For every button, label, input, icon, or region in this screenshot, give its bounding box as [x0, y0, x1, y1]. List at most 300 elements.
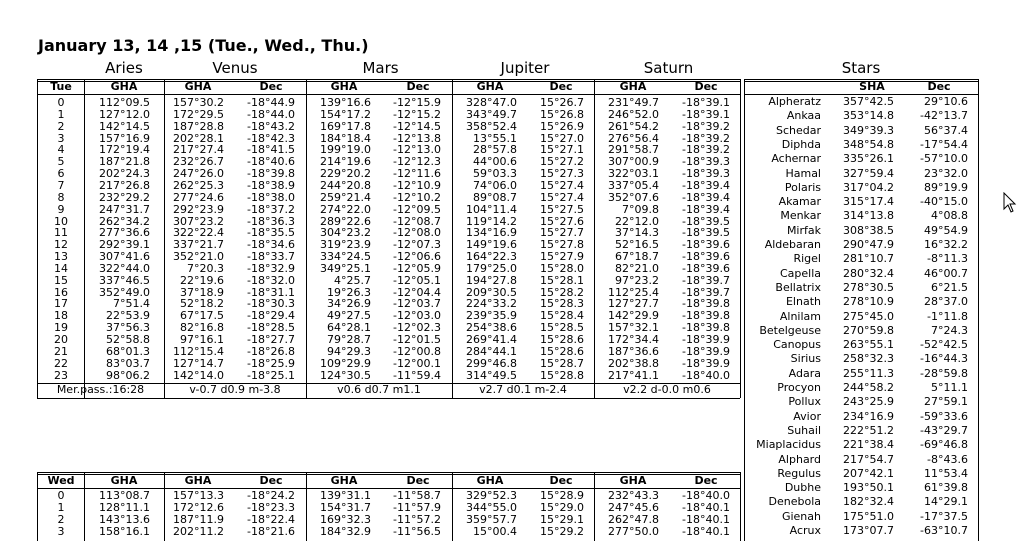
value-cell: 52°58.8: [106, 333, 150, 346]
value-cell: 37°56.3: [106, 321, 150, 335]
star-dec: 29°10.6: [924, 95, 968, 108]
value-cell: 187°11.9: [173, 512, 224, 526]
value-cell: 322°22.4: [173, 226, 224, 240]
value-cell: 82°16.8: [180, 321, 224, 335]
star-name: Alphard: [778, 452, 821, 466]
value-cell: -18°43.2: [247, 119, 295, 133]
hour-cell: 6: [57, 167, 65, 181]
column-header: Dec: [549, 80, 573, 93]
column-header: GHA: [476, 80, 504, 93]
star-dec: 23°32.0: [924, 166, 968, 180]
column-header: GHA: [619, 80, 647, 93]
value-cell: 202°38.8: [608, 356, 659, 370]
value-cell: -18°39.4: [682, 178, 730, 192]
star-name: Akamar: [778, 195, 821, 209]
value-cell: -18°38.9: [247, 178, 295, 192]
value-cell: -18°39.9: [682, 344, 730, 358]
value-cell: 15°27.5: [540, 202, 584, 216]
value-cell: -18°39.8: [682, 321, 730, 335]
star-sha: 280°32.4: [843, 266, 894, 280]
value-cell: 229°20.2: [320, 167, 371, 181]
value-cell: 277°24.6: [173, 190, 224, 204]
column-header: Dec: [694, 80, 718, 93]
value-cell: 358°52.4: [466, 119, 517, 133]
column-header: GHA: [110, 474, 138, 487]
value-cell: 232°29.2: [99, 190, 150, 204]
star-dec: -42°13.7: [920, 109, 968, 123]
star-sha: 222°51.2: [843, 423, 894, 437]
star-name: Polaris: [784, 180, 821, 194]
value-cell: 128°11.1: [99, 500, 150, 514]
star-name: Schedar: [775, 123, 821, 137]
value-cell: 319°23.9: [320, 238, 371, 252]
value-cell: 184°32.9: [320, 524, 371, 538]
value-cell: -12°02.3: [393, 321, 441, 335]
hour-cell: 11: [54, 226, 68, 240]
value-cell: 79°28.7: [327, 333, 371, 346]
value-cell: -11°57.2: [393, 512, 441, 526]
value-cell: 15°27.8: [540, 238, 584, 252]
value-cell: 314°49.5: [466, 368, 517, 382]
column-header: Dec: [406, 474, 430, 487]
vdm-values: v0.6 d0.7 m1.1: [337, 383, 421, 397]
value-cell: -11°57.9: [393, 500, 441, 514]
value-cell: 109°29.9: [320, 356, 371, 370]
value-cell: -18°40.0: [682, 368, 730, 382]
star-dec: 28°37.0: [924, 295, 968, 309]
star-sha: 173°07.7: [843, 524, 894, 537]
star-sha: 207°42.1: [843, 466, 894, 480]
value-cell: -18°40.6: [247, 155, 295, 169]
value-cell: 262°47.8: [608, 512, 659, 526]
column-header: Dec: [927, 80, 951, 93]
value-cell: 139°16.6: [320, 96, 371, 109]
value-cell: -18°39.2: [682, 143, 730, 157]
value-cell: 307°41.6: [99, 250, 150, 264]
value-cell: 209°30.5: [466, 285, 517, 299]
star-dec: -17°54.4: [920, 137, 968, 151]
value-cell: -18°39.9: [682, 333, 730, 346]
value-cell: 112°09.5: [99, 96, 150, 109]
value-cell: -18°30.3: [247, 297, 295, 311]
hour-cell: 9: [57, 202, 65, 216]
hour-cell: 13: [54, 250, 68, 264]
star-dec: 5°11.1: [931, 381, 968, 394]
value-cell: -18°41.5: [247, 143, 295, 157]
star-sha: 327°59.4: [843, 166, 894, 180]
value-cell: 343°49.7: [466, 107, 517, 121]
value-cell: -18°39.6: [682, 261, 730, 275]
value-cell: 254°38.6: [466, 321, 517, 335]
value-cell: 307°00.9: [608, 155, 659, 169]
value-cell: 134°16.9: [466, 226, 517, 240]
value-cell: 127°27.7: [608, 297, 659, 311]
star-dec: -63°10.7: [920, 524, 968, 537]
value-cell: 15°26.9: [540, 119, 584, 133]
value-cell: -12°05.9: [393, 261, 441, 275]
star-name: Hamal: [785, 166, 821, 180]
value-cell: 19°26.3: [327, 285, 371, 299]
star-name: Adara: [788, 366, 821, 380]
value-cell: -18°39.1: [682, 107, 730, 121]
star-name: Diphda: [781, 137, 821, 151]
value-cell: 94°29.3: [327, 344, 371, 358]
value-cell: -18°22.4: [247, 512, 295, 526]
value-cell: 262°34.2: [99, 214, 150, 228]
column-header: GHA: [476, 474, 504, 487]
star-sha: 234°16.9: [843, 409, 894, 423]
mouse-cursor-icon: [1003, 192, 1017, 214]
value-cell: 15°29.2: [540, 524, 584, 538]
value-cell: 97°16.1: [180, 333, 224, 346]
value-cell: -12°11.6: [393, 167, 441, 181]
value-cell: 276°56.4: [608, 131, 659, 145]
value-cell: -12°04.4: [393, 285, 441, 299]
value-cell: 154°17.2: [320, 107, 371, 121]
star-dec: 56°37.4: [924, 123, 968, 137]
hour-cell: 18: [54, 309, 68, 323]
value-cell: 172°12.6: [173, 500, 224, 514]
star-sha: 263°55.1: [843, 338, 894, 352]
star-sha: 258°32.3: [843, 352, 894, 366]
value-cell: -12°00.8: [393, 344, 441, 358]
value-cell: -18°33.7: [247, 250, 295, 264]
value-cell: 15°27.2: [540, 155, 584, 169]
hour-cell: 17: [54, 297, 68, 311]
star-sha: 255°11.3: [843, 366, 894, 380]
star-dec: -1°11.8: [927, 309, 968, 323]
value-cell: -18°23.3: [247, 500, 295, 514]
star-dec: 61°39.8: [924, 481, 968, 495]
value-cell: 15°27.0: [540, 131, 584, 145]
star-sha: 278°10.9: [843, 295, 894, 309]
value-cell: 231°49.7: [608, 96, 659, 109]
value-cell: 322°03.1: [608, 167, 659, 181]
value-cell: 322°44.0: [99, 261, 150, 275]
value-cell: -18°38.0: [247, 190, 295, 204]
value-cell: 202°11.2: [173, 524, 224, 538]
star-sha: 357°42.5: [843, 95, 894, 108]
value-cell: 284°44.1: [466, 344, 517, 358]
hour-cell: 21: [54, 344, 68, 358]
hour-cell: 5: [57, 155, 65, 169]
value-cell: -18°37.2: [247, 202, 295, 216]
value-cell: -12°10.9: [393, 178, 441, 192]
column-header: GHA: [184, 80, 212, 93]
star-sha: 290°47.9: [843, 238, 894, 251]
value-cell: 15°27.7: [540, 226, 584, 240]
value-cell: 15°28.7: [540, 356, 584, 370]
value-cell: -18°21.6: [247, 524, 295, 538]
value-cell: 22°53.9: [106, 309, 150, 323]
value-cell: -18°42.3: [247, 131, 295, 145]
star-dec: 89°19.9: [924, 180, 968, 194]
value-cell: 83°03.7: [106, 356, 150, 370]
value-cell: -12°15.2: [393, 107, 441, 121]
value-cell: -12°12.3: [393, 155, 441, 169]
body-header-mars: Mars: [362, 59, 399, 77]
star-dec: -28°59.8: [920, 366, 968, 380]
value-cell: -12°03.7: [393, 297, 441, 311]
value-cell: 224°33.2: [466, 297, 517, 311]
hour-cell: 14: [54, 261, 68, 275]
value-cell: 119°14.2: [466, 214, 517, 228]
hour-cell: 23: [54, 368, 68, 382]
star-name: Dubhe: [784, 481, 821, 495]
rule-line: [37, 398, 740, 399]
body-header-jupiter: Jupiter: [500, 59, 550, 77]
value-cell: 262°25.3: [173, 178, 224, 192]
value-cell: -18°39.8: [247, 167, 295, 181]
hour-cell: 15: [54, 273, 68, 287]
hour-cell: 20: [54, 333, 68, 346]
star-dec: -43°29.7: [920, 423, 968, 437]
value-cell: 124°30.5: [320, 368, 371, 382]
value-cell: 112°15.4: [173, 344, 224, 358]
value-cell: 269°41.4: [466, 333, 517, 346]
star-sha: 270°59.8: [843, 323, 894, 337]
value-cell: 15°27.3: [540, 167, 584, 181]
star-name: Achernar: [771, 152, 821, 166]
value-cell: -18°44.0: [247, 107, 295, 121]
value-cell: 49°27.5: [327, 309, 371, 323]
value-cell: 292°23.9: [173, 202, 224, 216]
value-cell: 172°29.5: [173, 107, 224, 121]
value-cell: 68°01.3: [106, 344, 150, 358]
star-name: Denebola: [768, 495, 821, 509]
value-cell: 97°23.2: [615, 273, 659, 287]
star-sha: 217°54.7: [843, 452, 894, 466]
value-cell: 232°26.7: [173, 155, 224, 169]
value-cell: 98°06.2: [106, 368, 150, 382]
value-cell: 15°28.4: [540, 309, 584, 323]
star-sha: 317°04.2: [843, 180, 894, 194]
value-cell: 37°14.3: [615, 226, 659, 240]
value-cell: -18°39.6: [682, 250, 730, 264]
value-cell: -12°08.0: [393, 226, 441, 240]
value-cell: 15°28.3: [540, 297, 584, 311]
value-cell: -18°39.7: [682, 285, 730, 299]
star-sha: 308°38.5: [843, 223, 894, 237]
star-name: Miaplacidus: [756, 438, 821, 452]
value-cell: -11°59.4: [393, 368, 441, 382]
value-cell: 67°17.5: [180, 309, 224, 323]
value-cell: -18°39.3: [682, 167, 730, 181]
value-cell: 157°13.3: [173, 489, 224, 502]
value-cell: 15°27.9: [540, 250, 584, 264]
star-dec: 6°21.5: [931, 280, 968, 294]
value-cell: 142°29.9: [608, 309, 659, 323]
value-cell: 15°27.6: [540, 214, 584, 228]
star-dec: 16°32.2: [924, 238, 968, 251]
value-cell: -18°39.5: [682, 214, 730, 228]
hour-cell: 12: [54, 238, 68, 252]
value-cell: 142°14.0: [173, 368, 224, 382]
value-cell: 247°45.6: [608, 500, 659, 514]
star-name: Betelgeuse: [759, 323, 821, 337]
value-cell: 157°30.2: [173, 96, 224, 109]
value-cell: 337°46.5: [99, 273, 150, 287]
value-cell: -18°32.0: [247, 273, 295, 287]
value-cell: 34°26.9: [327, 297, 371, 311]
value-cell: 352°49.0: [99, 285, 150, 299]
value-cell: 157°16.9: [99, 131, 150, 145]
value-cell: 187°28.8: [173, 119, 224, 133]
hour-cell: 1: [57, 107, 65, 121]
value-cell: -18°39.1: [682, 96, 730, 109]
body-header-saturn: Saturn: [643, 59, 694, 77]
value-cell: 15°28.2: [540, 285, 584, 299]
value-cell: 247°31.7: [99, 202, 150, 216]
column-header: Dec: [549, 474, 573, 487]
hour-cell: 16: [54, 285, 68, 299]
column-header: SHA: [859, 80, 885, 93]
star-sha: 348°54.8: [843, 137, 894, 151]
column-divider: [740, 472, 741, 541]
hour-cell: 4: [57, 143, 65, 157]
value-cell: -18°28.5: [247, 321, 295, 335]
star-dec: 46°00.7: [924, 266, 968, 280]
value-cell: -18°39.3: [682, 155, 730, 169]
column-header: GHA: [330, 80, 358, 93]
star-name: Rigel: [793, 252, 821, 266]
value-cell: -12°10.2: [393, 190, 441, 204]
value-cell: -12°03.0: [393, 309, 441, 323]
column-header: Dec: [694, 474, 718, 487]
rule-line: [37, 472, 740, 473]
value-cell: 232°43.3: [608, 489, 659, 502]
value-cell: 127°12.0: [99, 107, 150, 121]
value-cell: 15°26.8: [540, 107, 584, 121]
column-header: Dec: [259, 80, 283, 93]
value-cell: 202°28.1: [173, 131, 224, 145]
star-name: Procyon: [777, 381, 821, 394]
value-cell: -18°26.8: [247, 344, 295, 358]
value-cell: 194°27.8: [466, 273, 517, 287]
value-cell: -18°36.3: [247, 214, 295, 228]
value-cell: 59°03.3: [473, 167, 517, 181]
value-cell: 15°28.6: [540, 344, 584, 358]
value-cell: 52°18.2: [180, 297, 224, 311]
star-dec: 27°59.1: [924, 395, 968, 409]
value-cell: -18°24.2: [247, 489, 295, 502]
value-cell: 7°09.8: [622, 202, 659, 216]
value-cell: 187°36.6: [608, 344, 659, 358]
star-name: Aldebaran: [764, 238, 821, 251]
rule-line: [37, 94, 740, 95]
value-cell: 28°57.8: [473, 143, 517, 157]
column-header: Dec: [259, 474, 283, 487]
value-cell: 291°58.7: [608, 143, 659, 157]
value-cell: 292°39.1: [99, 238, 150, 252]
value-cell: 15°27.4: [540, 190, 584, 204]
value-cell: 337°21.7: [173, 238, 224, 252]
column-header: GHA: [110, 80, 138, 93]
value-cell: 22°19.6: [180, 273, 224, 287]
value-cell: 202°24.3: [99, 167, 150, 181]
value-cell: 259°21.4: [320, 190, 371, 204]
value-cell: -18°40.1: [682, 500, 730, 514]
value-cell: -12°07.3: [393, 238, 441, 252]
value-cell: -12°13.0: [393, 143, 441, 157]
value-cell: 328°47.0: [466, 96, 517, 109]
column-header: GHA: [330, 474, 358, 487]
star-name: Avior: [793, 409, 821, 423]
value-cell: 289°22.6: [320, 214, 371, 228]
star-name: Menkar: [780, 209, 821, 223]
star-name: Alnilam: [779, 309, 821, 323]
value-cell: -11°58.7: [393, 489, 441, 502]
value-cell: -18°27.7: [247, 333, 295, 346]
value-cell: 142°14.5: [99, 119, 150, 133]
value-cell: 214°19.6: [320, 155, 371, 169]
value-cell: 4°25.7: [334, 273, 371, 287]
value-cell: -12°08.7: [393, 214, 441, 228]
value-cell: -18°39.4: [682, 190, 730, 204]
star-sha: 175°51.0: [843, 509, 894, 523]
hour-cell: 2: [57, 512, 65, 526]
value-cell: 127°14.7: [173, 356, 224, 370]
value-cell: 299°46.8: [466, 356, 517, 370]
value-cell: 179°25.0: [466, 261, 517, 275]
star-sha: 193°50.1: [843, 481, 894, 495]
value-cell: 277°36.6: [99, 226, 150, 240]
value-cell: 349°25.1: [320, 261, 371, 275]
value-cell: -18°35.5: [247, 226, 295, 240]
value-cell: -12°09.5: [393, 202, 441, 216]
value-cell: -18°39.4: [682, 202, 730, 216]
star-dec: -59°33.6: [920, 409, 968, 423]
star-name: Pollux: [788, 395, 821, 409]
star-name: Gienah: [781, 509, 821, 523]
value-cell: 158°16.1: [99, 524, 150, 538]
value-cell: 143°13.6: [99, 512, 150, 526]
value-cell: 334°24.5: [320, 250, 371, 264]
star-name: Regulus: [777, 466, 821, 480]
star-dec: 14°29.1: [924, 495, 968, 509]
value-cell: -18°34.6: [247, 238, 295, 252]
value-cell: 104°11.4: [466, 202, 517, 216]
star-name: Canopus: [773, 338, 821, 352]
value-cell: -12°13.8: [393, 131, 441, 145]
value-cell: 7°20.3: [187, 261, 224, 275]
star-sha: 182°32.4: [843, 495, 894, 509]
value-cell: 15°00.4: [473, 524, 517, 538]
value-cell: -18°39.8: [682, 297, 730, 311]
value-cell: 15°29.0: [540, 500, 584, 514]
star-sha: 314°13.8: [843, 209, 894, 223]
star-dec: 4°08.8: [931, 209, 968, 223]
value-cell: 15°26.7: [540, 96, 584, 109]
value-cell: -18°40.0: [682, 489, 730, 502]
star-name: Acrux: [789, 524, 821, 537]
star-sha: 349°39.3: [843, 123, 894, 137]
value-cell: 82°21.0: [615, 261, 659, 275]
star-sha: 315°17.4: [843, 195, 894, 209]
value-cell: 15°28.5: [540, 321, 584, 335]
value-cell: -18°39.8: [682, 309, 730, 323]
star-name: Alpheratz: [768, 95, 821, 108]
star-sha: 335°26.1: [843, 152, 894, 166]
star-sha: 275°45.0: [843, 309, 894, 323]
value-cell: 74°06.0: [473, 178, 517, 192]
star-name: Sirius: [790, 352, 821, 366]
star-dec: 49°54.9: [924, 223, 968, 237]
hour-cell: 10: [54, 214, 68, 228]
value-cell: 217°26.8: [99, 178, 150, 192]
star-sha: 244°58.2: [843, 381, 894, 394]
value-cell: -18°39.5: [682, 226, 730, 240]
